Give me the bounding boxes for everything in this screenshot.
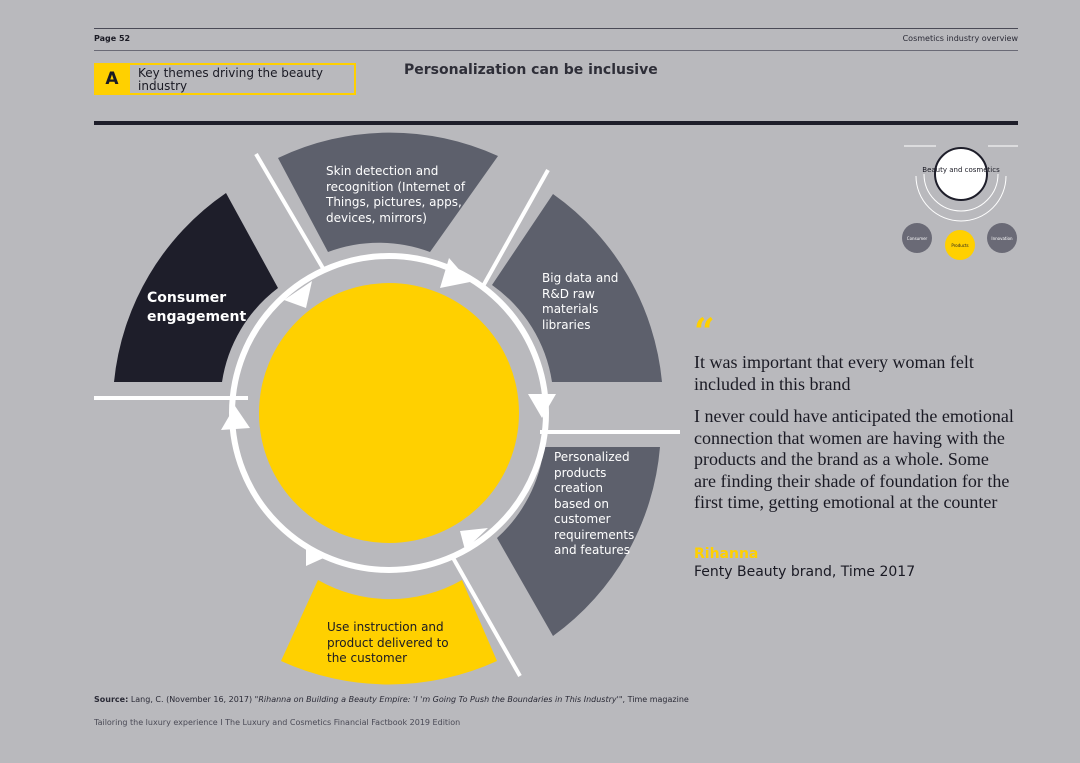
quote-mark-icon: “ [694, 311, 715, 353]
segment-label-personalized-products: Personalized products creation based on customer requirements and features [554, 450, 635, 557]
nav-innovation-label: Innovation [991, 236, 1013, 241]
quote-paragraph-1: It was important that every woman felt included in this brand [694, 352, 974, 394]
nav-center-node[interactable] [935, 148, 987, 200]
source-citation: Lang, C. (November 16, 2017) [130, 695, 253, 704]
topic-navigator [896, 138, 1026, 268]
nav-consumer-label: Consumer [906, 236, 928, 241]
section-letter: A [94, 63, 130, 95]
nav-center-label: Beauty and cosmetics [922, 166, 1000, 174]
segment-label-use-instruction: Use instruction and product delivered to the customer [327, 620, 449, 665]
segment-label-consumer-engagement: Consumer engagement [147, 290, 247, 325]
segment-label-skin-detection: Skin detection and recognition (Internet of Things, pictures, apps, devices, mirrors) [326, 164, 466, 225]
nav-products-label: Products [951, 243, 969, 248]
segment-consumer-engagement [114, 193, 278, 382]
source-publication: , Time magazine [622, 695, 689, 704]
page-title: Personalization can be inclusive [404, 62, 658, 78]
quote-paragraph-2: I never could have anticipated the emotional connection that women are having with the products and the brand as a whole. Some are finding their shade of foundation for the first time, getting emotional at the counter [694, 406, 1014, 512]
quote-source: Fenty Beauty brand, Time 2017 [694, 564, 916, 580]
page-number: Page 52 [94, 34, 131, 43]
page-footer: Tailoring the luxury experience I The Luxury and Cosmetics Financial Factbook 2019 Edition [94, 718, 461, 727]
section-name: Key themes driving the beauty industry [130, 63, 356, 95]
quote-author: Rihanna [694, 546, 759, 562]
center-circle [259, 283, 519, 543]
segment-label-big-data: Big data and R&D raw materials libraries [542, 271, 619, 332]
source-article-title: "Rihanna on Building a Beauty Empire: 'I 'm Going To Push the Boundaries in This Industry'" [254, 695, 623, 704]
document-section: Cosmetics industry overview [902, 34, 1018, 43]
source-note [94, 695, 689, 704]
source-label: Source: [94, 695, 129, 704]
